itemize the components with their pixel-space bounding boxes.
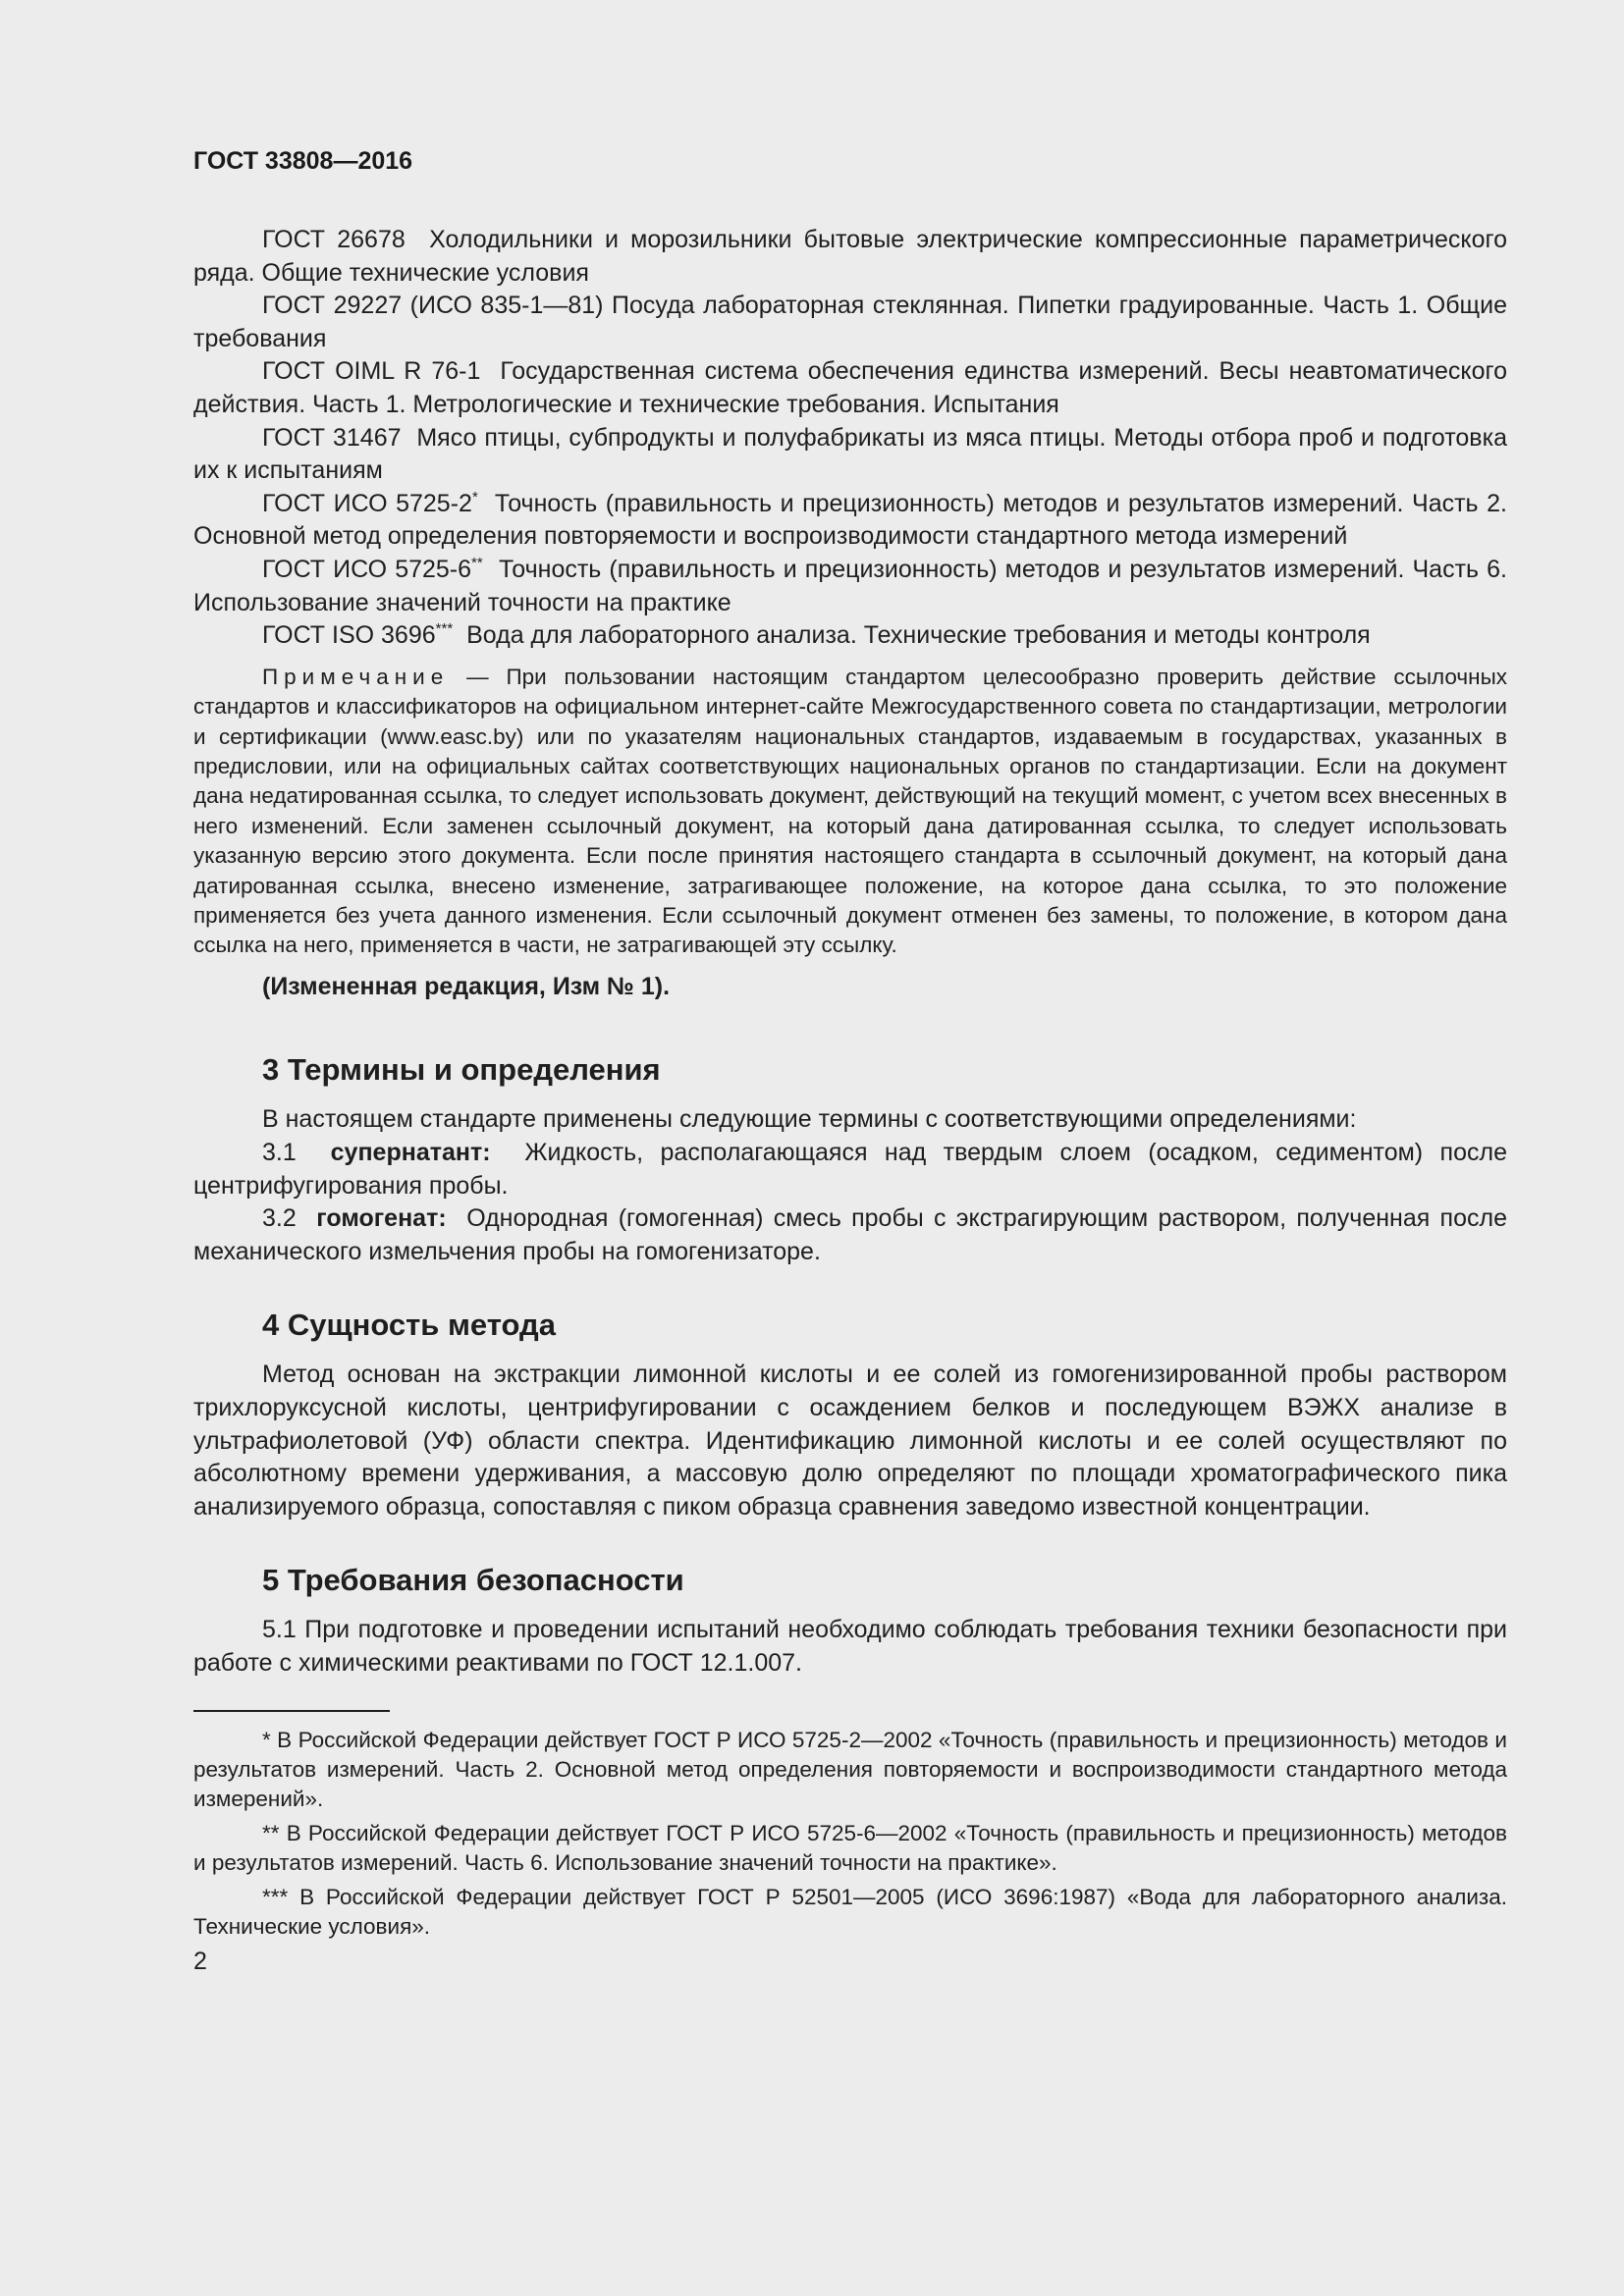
footnote-separator xyxy=(193,1710,390,1712)
reference-note xyxy=(193,663,1507,961)
note-text: — При пользовании настоящим стандартом целесообразно проверить действие ссылочных стандартов и классификаторов на официальном интернет-сайте Межгосударственного совета по стандартизации, метрологии и сертификации (www.easc.by) или по указателям национальных стандартов, издаваемым в государствах, указанных в предисловии, или на официальных сайтах соответствующих национальных органов по стандартизации. Если на документ дана недатированная ссылка, то следует использовать документ, действующий на текущий момент, с учетом всех внесенных в него изменений. Если заменен ссылочный документ, на который дана датированная ссылка, то следует использовать указанную версию этого документа. Если после принятия настоящего стандарта в ссылочный документ, на который дана датированная ссылка, внесено изменение, затрагивающее положение, на которое дана ссылка, то это положение применяется без учета данного изменения. Если ссылочный документ отменен без замены, то положение, в котором дана ссылка на него, применяется в части, не затрагивающей эту ссылку. xyxy=(193,664,1507,958)
page-number: 2 xyxy=(193,1947,207,1975)
term-name: гомогенат: xyxy=(316,1204,447,1233)
footnote: *** В Российской Федерации действует ГОСТ Р 52501—2005 (ИСО 3696:1987) «Вода для лабораторного анализа. Технические условия». xyxy=(193,1884,1507,1939)
section-5-title: 5 Требования безопасности xyxy=(262,1563,684,1598)
reference-code: ГОСТ ИСО 5725-6 xyxy=(262,555,472,583)
term-number: 3.2 xyxy=(262,1204,297,1233)
reference-marker: * xyxy=(471,488,478,506)
section-3-title: 3 Термины и определения xyxy=(262,1052,661,1088)
reference-item xyxy=(193,224,1507,290)
reference-title: Мясо птицы, субпродукты и полуфабрикаты из мяса птицы. Методы отбора проб и подготовка их к испытаниям xyxy=(193,423,1507,485)
reference-code: ГОСТ OIML R 76-1 xyxy=(262,357,481,386)
section-4-text: Метод основан на экстракции лимонной кислоты и ее солей из гомогенизированной пробы раствором трихлоруксусной кислоты, центрифугировании с осаждением белков и последующем ВЭЖХ анализе в ультрафиолетовой (УФ) области спектра. Идентификацию лимонной кислоты и ее солей осуществляют по абсолютному времени удерживания, а массовую долю определяют по площади хроматографического пика анализируемого образца, сопоставляя с пиком образца сравнения заведомо известной концентрации. xyxy=(193,1361,1507,1521)
footnote: ** В Российской Федерации действует ГОСТ Р ИСО 5725-6—2002 «Точность (правильность и прецизионность) методов и результатов измерений. Часть 6. Использование значений точности на практике». xyxy=(193,1820,1507,1875)
reference-code: ГОСТ 31467 xyxy=(262,423,402,452)
term-name: супернатант: xyxy=(330,1138,491,1166)
reference-marker: *** xyxy=(435,620,454,638)
footnote: * В Российской Федерации действует ГОСТ Р ИСО 5725-2—2002 «Точность (правильность и прецизионность) методов и результатов измерений. Часть 2. Основной метод определения повторяемости и воспроизводимости стандартного метода измерений». xyxy=(193,1727,1507,1811)
term-definition xyxy=(193,1137,1507,1202)
reference-title: Точность (правильность и прецизионность) методов и результатов измерений. Часть 6. Использование значений точности на практике xyxy=(193,555,1507,616)
reference-code: ГОСТ ISO 3696 xyxy=(262,621,436,650)
reference-item xyxy=(193,619,1507,653)
reference-item xyxy=(193,355,1507,421)
reference-item xyxy=(193,488,1507,554)
reference-code: ГОСТ 26678 xyxy=(262,226,406,253)
reference-code: ГОСТ 29227 (ИСО 835-1—81) xyxy=(262,292,604,320)
reference-item xyxy=(193,290,1507,355)
term-definition xyxy=(193,1202,1507,1268)
normative-references xyxy=(193,224,1507,653)
section-4-title: 4 Сущность метода xyxy=(262,1308,556,1343)
reference-marker: ** xyxy=(471,554,483,571)
document-header: ГОСТ 33808—2016 xyxy=(193,147,413,175)
reference-title: Государственная система обеспечения единства измерений. Весы неавтоматического действия. Часть 1. Метрологические и технические требования. Испытания xyxy=(193,357,1507,418)
reference-item xyxy=(193,554,1507,619)
reference-title: Посуда лабораторная стеклянная. Пипетки градуированные. Часть 1. Общие требования xyxy=(193,292,1507,352)
note-label: Примечание xyxy=(262,664,450,689)
reference-code: ГОСТ ИСО 5725-2 xyxy=(262,489,472,517)
reference-title: Холодильники и морозильники бытовые электрические компрессионные параметрического ряда. Общие технические условия xyxy=(193,226,1507,287)
term-text: Жидкость, располагающаяся над твердым слоем (осадком, седиментом) после центрифугирования пробы. xyxy=(193,1138,1507,1200)
page-content xyxy=(193,224,1507,1978)
reference-title: Точность (правильность и прецизионность) методов и результатов измерений. Часть 2. Основной метод определения повторяемости и воспроизводимости стандартного метода измерений xyxy=(193,489,1507,551)
amendment-note: (Измененная редакция, Изм № 1). xyxy=(262,972,671,1000)
term-number: 3.1 xyxy=(262,1138,297,1166)
section-5-text: 5.1 При подготовке и проведении испытаний необходимо соблюдать требования техники безопасности при работе с химическими реактивами по ГОСТ 12.1.007. xyxy=(193,1616,1507,1677)
term-text: Однородная (гомогенная) смесь пробы с экстрагирующим раствором, полученная после механического измельчения пробы на гомогенизаторе. xyxy=(193,1204,1507,1265)
reference-item xyxy=(193,422,1507,488)
reference-title: Вода для лабораторного анализа. Технические требования и методы контроля xyxy=(466,621,1371,650)
section-3-intro: В настоящем стандарте применены следующие термины с соответствующими определениями: xyxy=(262,1105,1357,1134)
